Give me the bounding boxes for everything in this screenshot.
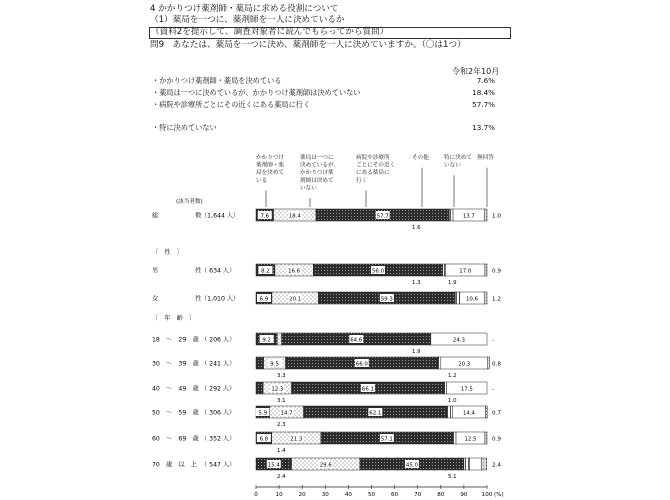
- data-label: 20.1: [289, 296, 302, 303]
- row-respondents: （ 306 人）: [201, 409, 236, 417]
- section-title: 4 かかりつけ薬剤師・薬局に求める役割について: [150, 4, 339, 14]
- legend-label-decided: 薬剤師・薬: [256, 162, 284, 169]
- data-label-no-answer: -: [492, 386, 495, 393]
- data-label: 14.7: [280, 410, 293, 417]
- bar-segment: [443, 264, 446, 276]
- row-label: 50 ～ 59 歳: [152, 409, 199, 417]
- bar-segment: [438, 357, 441, 369]
- legend-label-undecided: 特に決めて: [444, 155, 472, 161]
- legend-label-pharmacy-only: かかりつけ薬: [300, 170, 334, 177]
- data-label-no-answer: -: [492, 337, 495, 344]
- x-tick-label: 50: [367, 492, 376, 498]
- data-label: 20.3: [458, 361, 471, 368]
- x-tick-label: 80: [437, 492, 445, 498]
- data-label: 45.0: [405, 462, 418, 469]
- x-tick-label: 100: [481, 492, 493, 498]
- bar-segment: [455, 292, 459, 304]
- row-respondents: （ 292 人）: [201, 385, 236, 393]
- row-label: 女 性: [152, 295, 202, 303]
- row-label: 70 歳 以 上: [152, 461, 197, 469]
- bar-segment: [277, 333, 281, 345]
- data-label: 59.3: [380, 296, 393, 303]
- data-label: 16.6: [288, 268, 301, 275]
- row-label: 40 ～ 49 歳: [152, 385, 199, 393]
- legend-label-decided: 局を決めて: [256, 170, 284, 177]
- question-text: 問9 あなたは、薬局を一つに決め、薬剤師を一人に決めていますか。（〇は1つ）: [150, 40, 466, 50]
- data-label-small: 5.1: [448, 474, 457, 480]
- row-respondents: （1,644 人）: [201, 212, 240, 220]
- row-respondents: （ 547 人）: [201, 461, 236, 469]
- x-tick-label: 40: [344, 492, 352, 498]
- legend-label-decided: かかりつけ: [256, 155, 284, 161]
- summary-item-text: ・特に決めていない: [152, 123, 217, 132]
- row-respondents: （ 206 人）: [201, 336, 236, 344]
- legend-label-near-clinic: 病院や診療所: [356, 155, 390, 161]
- data-label: 29.6: [319, 462, 332, 469]
- data-label-no-answer: 0.9: [492, 436, 501, 443]
- data-label: 24.3: [452, 337, 465, 344]
- legend-label-pharmacy-only: 薬局は一つに: [300, 155, 334, 161]
- row-label: 総 数: [152, 212, 202, 220]
- data-label-small: 1.0: [448, 398, 457, 404]
- x-tick-label: 10: [275, 492, 283, 498]
- row-label: 18 ～ 29 歳: [152, 336, 199, 344]
- legend-label-near-clinic: 行く: [356, 177, 368, 184]
- legend-label-no-answer: 無回答: [477, 155, 494, 161]
- summary-item-text: ・薬局は一つに決めているが、かかりつけ薬剤師は決めていない: [152, 88, 361, 97]
- summary-item-value: 18.4%: [472, 88, 495, 97]
- data-label-small: 1.9: [412, 349, 421, 355]
- data-label: 66.0: [355, 361, 368, 368]
- bar-segment: [469, 458, 481, 470]
- data-label: 12.5: [464, 436, 477, 443]
- row-respondents: （ 241 人）: [201, 360, 236, 368]
- bar-segment: [488, 357, 490, 369]
- bar-segment: [485, 432, 487, 444]
- data-label-small: 3.1: [277, 398, 286, 404]
- data-label: 9.2: [262, 337, 271, 344]
- data-label: 7.6: [260, 213, 270, 220]
- data-label-no-answer: 1.2: [492, 296, 501, 303]
- x-tick-label: 30: [321, 492, 329, 498]
- row-respondents: （ 352 人）: [201, 435, 236, 443]
- data-label: 6.9: [259, 296, 269, 303]
- bar-segment: [464, 458, 470, 470]
- legend-label-pharmacy-only: いない: [300, 185, 317, 192]
- group-label-sex: 〔 性 〕: [152, 249, 183, 256]
- legend-label-pharmacy-only: 剤師は決めて: [300, 177, 334, 184]
- data-label: 5.9: [258, 410, 268, 417]
- bar-segment: [485, 264, 487, 276]
- data-label: 12.3: [271, 386, 284, 393]
- summary-item-value: 13.7%: [472, 123, 495, 132]
- data-label: 57.7: [376, 213, 389, 220]
- legend-label-other: その他: [412, 155, 429, 161]
- data-label-small: 1.2: [448, 373, 457, 379]
- data-label: 66.1: [361, 386, 374, 393]
- row-respondents: （1,010 人）: [201, 295, 240, 303]
- summary-item-text: ・病院や診療所ごとにその近くにある薬局に行く: [152, 100, 311, 109]
- subsection-title: （1）薬局を一つに、薬剤師を一人に決めているか: [150, 15, 345, 25]
- row-label: 男 性: [152, 267, 202, 275]
- legend-label-pharmacy-only: 決めているが、: [300, 162, 340, 169]
- bar-segment: [484, 292, 487, 304]
- data-label: 64.6: [350, 337, 363, 344]
- data-label: 13.7: [462, 213, 475, 220]
- x-tick-label: 90: [460, 492, 468, 498]
- bar-segment: [444, 382, 446, 394]
- x-tick-label: 0: [254, 492, 258, 498]
- x-tick-label: 20: [298, 492, 306, 498]
- data-label: 18.4: [288, 213, 301, 220]
- summary-item-text: ・かかりつけ薬剤師・薬局を決めている: [152, 76, 282, 85]
- data-label-small: 2.3: [277, 422, 286, 428]
- summary-item-value: 7.6%: [476, 76, 495, 85]
- legend-label-undecided: いない: [444, 162, 461, 169]
- bar-segment: [486, 406, 488, 418]
- data-label-small: 3.3: [277, 373, 286, 379]
- survey-date: 令和2年10月: [452, 67, 500, 76]
- bar-segment: [485, 209, 487, 221]
- x-axis-unit: (%): [494, 492, 504, 498]
- group-label-age: 〔 年 齢 〕: [152, 315, 196, 322]
- legend-label-near-clinic: ごとにその近く: [356, 162, 396, 169]
- data-label-small: 2.4: [277, 474, 286, 480]
- data-label: 6.8: [259, 436, 269, 443]
- data-label: 56.0: [371, 268, 384, 275]
- data-label-small: 1.9: [448, 280, 457, 286]
- data-label: 14.4: [462, 410, 475, 417]
- data-label-small: 1.3: [412, 280, 421, 286]
- bar-segment: [481, 458, 487, 470]
- data-label: 57.1: [380, 436, 393, 443]
- data-label: 8.2: [261, 268, 270, 275]
- data-label: 15.4: [267, 462, 280, 469]
- data-label-no-answer: 2.4: [492, 462, 501, 469]
- row-respondents: （ 634 人）: [201, 267, 236, 275]
- summary-item-value: 57.7%: [472, 100, 495, 109]
- bar-segment: [447, 406, 452, 418]
- bar-segment: [256, 382, 263, 394]
- respondents-label: (該当者数): [176, 199, 203, 205]
- data-label-no-answer: 1.0: [492, 213, 501, 220]
- data-label: 17.5: [460, 386, 473, 393]
- x-tick-label: 70: [414, 492, 422, 498]
- bar-segment: [453, 432, 456, 444]
- row-label: 30 ～ 39 歳: [152, 360, 199, 368]
- data-label-small: 1.6: [412, 225, 421, 231]
- bar-segment: [449, 209, 453, 221]
- row-label: 60 ～ 69 歳: [152, 435, 199, 443]
- instruction-text: （資料2を提示して、調査対象者に読んでもらってから質問）: [151, 27, 389, 37]
- data-label-no-answer: 0.8: [492, 361, 501, 368]
- bar-segment: [256, 357, 264, 369]
- data-label: 62.1: [369, 410, 382, 417]
- data-label: 9.5: [270, 361, 279, 368]
- data-label: 10.6: [465, 296, 478, 303]
- legend-label-decided: いる: [256, 177, 268, 184]
- x-tick-label: 60: [391, 492, 399, 498]
- data-label-no-answer: 0.7: [492, 410, 501, 417]
- legend-label-near-clinic: にある薬局に: [356, 170, 390, 177]
- data-label: 21.3: [290, 436, 303, 443]
- data-label: 17.0: [459, 268, 472, 275]
- data-label-no-answer: 0.9: [492, 268, 501, 275]
- data-label-small: 1.4: [277, 448, 286, 454]
